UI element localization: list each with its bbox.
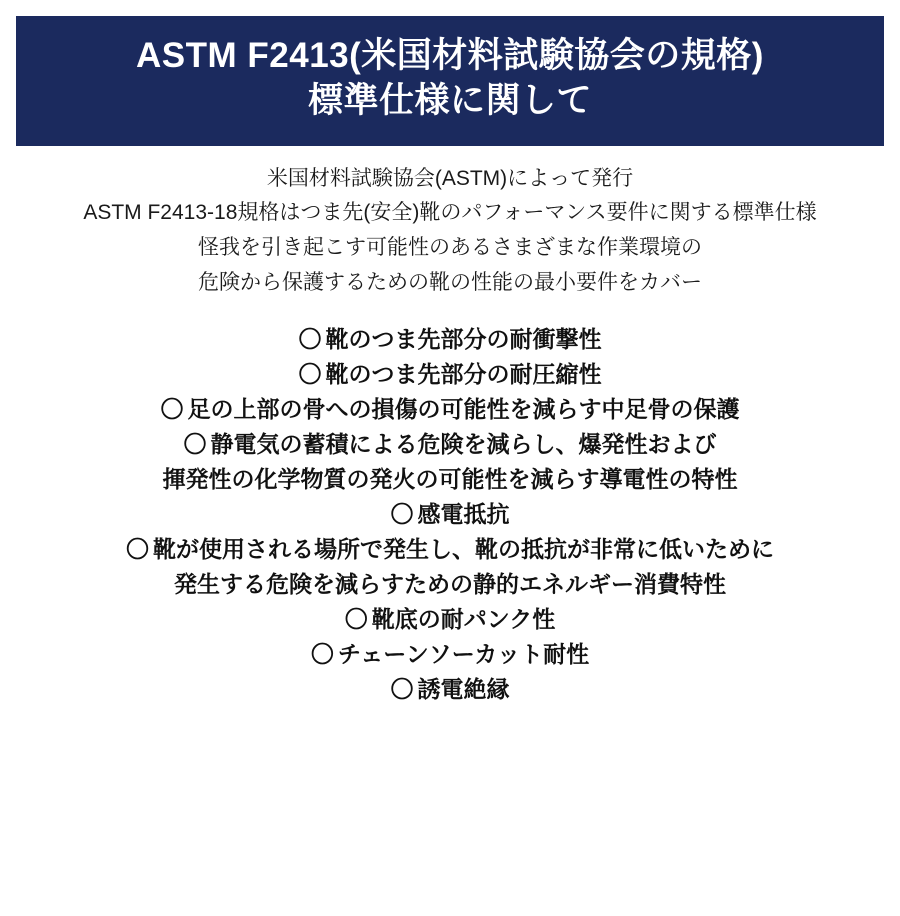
list-item-label: 靴のつま先部分の耐衝撃性 [325,326,602,353]
intro-line-2: ASTM F2413-18規格はつま先(安全)靴のパフォーマンス要件に関する標準仕様 [83,201,817,225]
list-item [6,602,894,637]
list-item [6,322,894,357]
bullet-circle-icon: 〇 [390,500,414,527]
bullet-circle-icon: 〇 [390,675,414,702]
banner-title-line-1: ASTM F2413(米国材料試験協会の規格) [136,36,764,75]
list-item [6,392,894,427]
title-banner [16,16,884,146]
bullet-circle-icon: 〇 [344,605,368,632]
bullet-circle-icon: 〇 [310,640,334,667]
astm-f2413-infographic [0,16,900,916]
list-item-label: 足の上部の骨への損傷の可能性を減らす中足骨の保護 [187,396,740,423]
list-item-label: 誘電絶縁 [417,675,510,702]
list-item [6,497,894,532]
bullet-circle-icon: 〇 [298,326,322,353]
list-item [6,637,894,672]
intro-paragraph [10,162,890,301]
list-item-label: 靴が使用される場所で発生し、靴の抵抗が非常に低いために [153,535,774,562]
feature-list [6,322,894,706]
list-item [6,427,894,497]
intro-line-1: 米国材料試験協会(ASTM)によって発行 [266,166,634,190]
list-item-label: 靴のつま先部分の耐圧縮性 [325,361,602,388]
bullet-circle-icon: 〇 [160,396,184,423]
list-item [6,532,894,602]
bullet-circle-icon: 〇 [126,535,149,562]
bullet-circle-icon: 〇 [298,361,322,388]
list-item-label: チェーンソーカット耐性 [337,640,590,667]
list-item-label: 感電抵抗 [417,500,510,527]
list-item-label: 靴底の耐パンク性 [371,605,556,632]
list-item-label: 静電気の蓄積による危険を減らし、爆発性および [210,431,717,458]
banner-title-line-2: 標準仕様に関して [307,80,592,120]
intro-line-4: 危険から保護するための靴の性能の最小要件をカバー [198,270,702,294]
intro-line-3: 怪我を引き起こす可能性のあるさまざまな作業環境の [198,235,702,259]
list-item [6,357,894,392]
list-item [6,672,894,707]
bullet-circle-icon: 〇 [183,431,207,458]
list-item-label-continued: 揮発性の化学物質の発火の可能性を減らす導電性の特性 [162,465,738,492]
list-item-label-continued: 発生する危険を減らすための静的エネルギー消費特性 [174,570,726,597]
